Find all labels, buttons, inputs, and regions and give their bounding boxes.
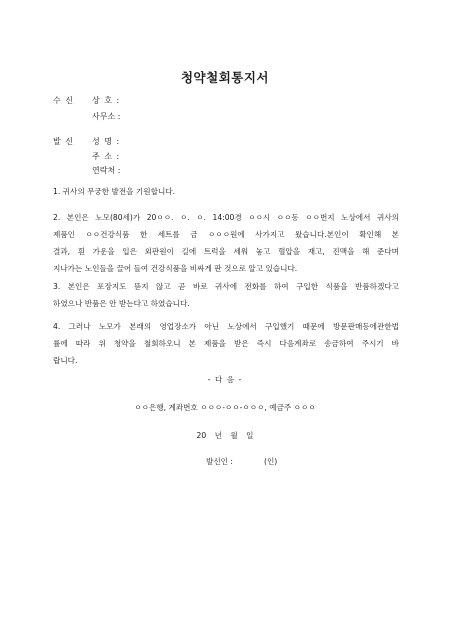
item-3-line-2: 하였으나 반품은 안 받는다고 하였습니다.	[53, 299, 190, 308]
bank-account-line: ㅇㅇ은행, 계좌번호 ㅇㅇㅇ-ㅇㅇ-ㅇㅇㅇ, 예금주 ㅇㅇㅇ	[134, 403, 316, 412]
item-number: 4.	[53, 322, 61, 331]
item-text: 본인은 포장지도 뜯지 않고 곧 바로 귀사에 전화를 하여 구입한 식품을 반품하겠다고	[67, 282, 399, 291]
signer-label: 발신인 :	[206, 457, 233, 466]
item-2-line-2: 제품인 ㅇㅇ건강식품 한 세트를 금 ㅇㅇㅇ원에 사가지고 왔습니다.본인이 확인해 본	[53, 230, 399, 239]
sender-label: 발 신	[53, 137, 74, 146]
item-3	[53, 278, 399, 312]
item-text: 귀사의 무궁한 발전을 기원합니다.	[62, 187, 176, 196]
item-number: 2.	[53, 213, 61, 222]
item-1-line	[53, 183, 399, 200]
recipient-label: 수 신	[53, 96, 74, 105]
seal-mark: (인)	[264, 457, 278, 466]
sender-contact-label: 연락처 :	[92, 166, 121, 175]
item-3-line-1	[53, 278, 399, 295]
item-1	[53, 183, 399, 200]
recipient-office-label: 사무소 :	[92, 112, 121, 121]
item-4	[53, 318, 399, 369]
item-4-line-1	[53, 318, 399, 335]
item-number: 3.	[53, 282, 61, 291]
next-heading: - 다 음 -	[207, 375, 243, 384]
item-4-line-3: 랍니다.	[53, 356, 78, 365]
item-2-line-1	[53, 209, 399, 226]
item-4-line-2: 률에 따라 위 청약을 철회하오니 본 제품을 받은 즉시 다음계좌로 송금하여 주시기 바	[53, 339, 399, 348]
item-2	[53, 209, 399, 277]
sender-address-label: 주 소 :	[92, 152, 121, 161]
item-text: 그러나 노모가 본래의 영업장소가 아닌 노상에서 구입했기 때문에 방문판매등에관한법	[68, 322, 399, 331]
date-line: 20 년 월 일	[196, 431, 254, 440]
item-number: 1.	[53, 187, 61, 196]
recipient-company-label: 상 호 :	[92, 96, 121, 105]
item-text: 본인은 노모(80세)가 20ㅇㅇ. ㅇ. ㅇ. 14:00경 ㅇㅇ시 ㅇㅇ동 ㅇㅇ번지 노상에서 귀사의	[66, 213, 399, 222]
document-title: 청약철회통지서	[180, 70, 270, 85]
item-2-line-3: 결과, 흰 가운을 입은 외판원이 길에 트럭을 세워 놓고 혈압을 재고, 진맥을 해 준다며	[53, 247, 399, 256]
item-2-line-4: 지나가는 노인들을 끌어 들여 건강식품을 비싸게 판 것으로 알고 있습니다.	[53, 264, 298, 273]
sender-name-label: 성 명 :	[92, 137, 121, 146]
